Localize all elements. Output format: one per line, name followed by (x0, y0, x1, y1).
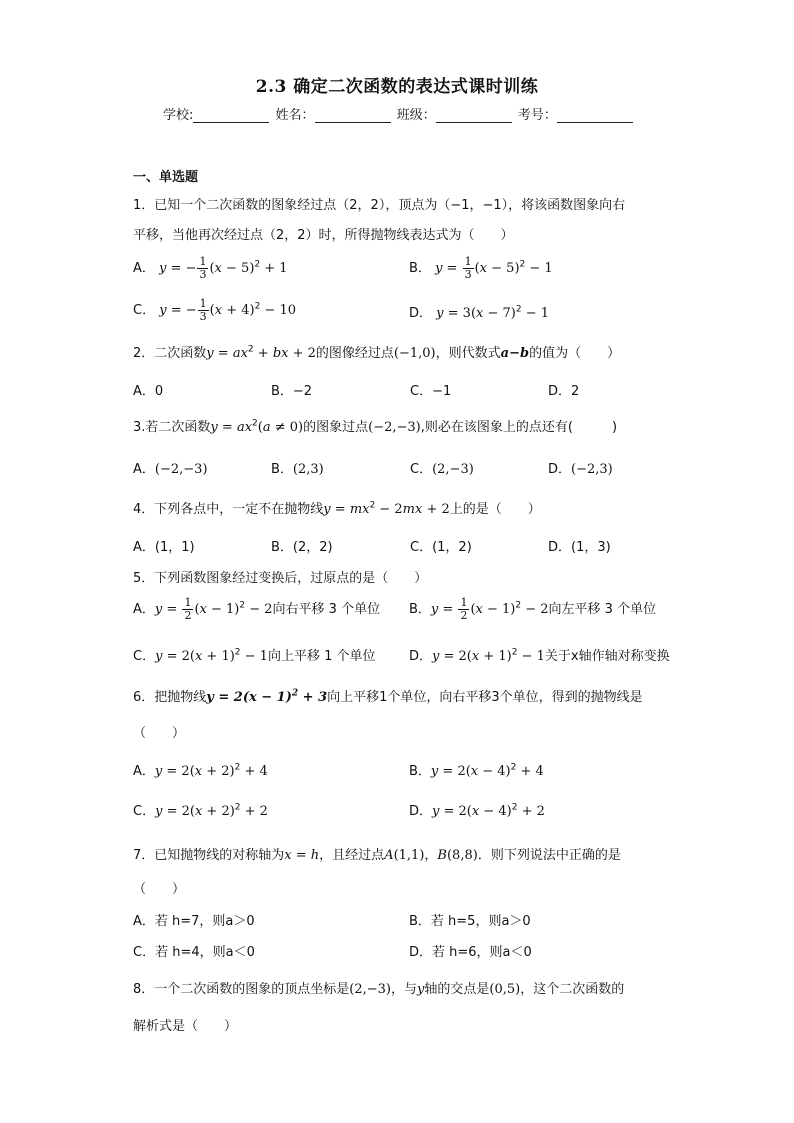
q6-option-a: A．$y = 2(x + 2)^2 + 4$ (133, 762, 268, 779)
q1-option-b: B． y = $\frac{1}{3}$ $(x - 5)^2 - 1$ (409, 255, 553, 281)
q7-option-a: A．若 h=7，则a＞0 (133, 914, 255, 929)
name-blank[interactable] (315, 109, 391, 123)
q6-option-d: D．$y = 2(x - 4)^2 + 2$ (409, 802, 545, 819)
q4-option-d: D．(1，3) (548, 540, 611, 555)
q6-paren: （ ） (133, 726, 186, 741)
section-heading: 一、单选题 (133, 170, 199, 185)
q5-option-c: C．$y = 2(x + 1)^2 - 1$向上平移 1 个单位 (133, 647, 376, 664)
q2-stem: 2．二次函数$y = ax^2$ + bx + 2的图像经过点(−1,0)，则代数式a−b的值为（ ） (133, 344, 621, 361)
student-info-row (163, 104, 635, 123)
q4-option-b: B．(2，2) (271, 540, 333, 555)
q5-option-a: A．y = $\frac{1}{2}$ $(x - 1)^2 - 2$向右平移 3 个单位 (133, 596, 381, 622)
q7-option-b: B．若 h=5，则a＞0 (409, 914, 531, 929)
q7-option-c: C．若 h=4，则a＜0 (133, 945, 255, 960)
q7-option-d: D．若 h=6，则a＜0 (409, 945, 532, 960)
q1-stem-line2: 平移，当他再次经过点（2，2）时，所得抛物线表达式为（ ） (133, 228, 514, 243)
q4-option-c: C．(1，2) (410, 540, 472, 555)
q3-stem: 3.若二次函数$y = ax^2(a \ne 0)$的图象过点(−2,−3),则必在该图象上的点还有( ) (133, 418, 618, 435)
q1-option-c: C． y = − $\frac{1}{3}$ $(x + 4)^2 - 10$ (133, 297, 296, 323)
school-label: 学校: (163, 108, 194, 123)
q4-option-a: A．(1，1) (133, 540, 195, 555)
q8-stem-line1: 8．一个二次函数的图象的顶点坐标是(2,−3)，与y轴的交点是(0,5)，这个二次函数的 (133, 982, 625, 997)
school-blank[interactable] (193, 109, 269, 123)
q8-stem-line2: 解析式是（ ） (133, 1019, 238, 1034)
q1-option-d: D． $y = 3(x - 7)^2 - 1$ (409, 304, 550, 321)
q5-option-b: B．y = $\frac{1}{2}$ $(x - 1)^2 - 2$向左平移 3 个单位 (409, 596, 657, 622)
q3-option-d: D．(−2,3) (548, 462, 613, 477)
q3-option-a: A．(−2,−3) (133, 462, 208, 477)
q6-stem: 6．把抛物线$y = 2(x - 1)^2 + 3$向上平移1个单位，向右平移3个单位，得到的抛物线是 (133, 688, 643, 705)
q5-stem: 5．下列函数图象经过变换后，过原点的是（ ） (133, 571, 428, 586)
q6-option-c: C．$y = 2(x + 2)^2 + 2$ (133, 802, 268, 819)
class-blank[interactable] (436, 109, 512, 123)
q7-paren: （ ） (133, 882, 186, 897)
q3-option-b: B．(2,3) (271, 462, 324, 477)
q6-option-b: B．$y = 2(x - 4)^2 + 4$ (409, 762, 544, 779)
q2-option-c: C．−1 (410, 384, 452, 399)
q1-stem-line1: 1．已知一个二次函数的图象经过点（2，2），顶点为（−1，−1），将该函数图象向右 (133, 198, 626, 213)
q1-option-a: A． y = − $\frac{1}{3}$ $(x - 5)^2 + 1$ (133, 255, 288, 281)
q5-option-d: D．$y = 2(x + 1)^2 - 1$关于x轴作轴对称变换 (409, 647, 670, 664)
q2-option-b: B．−2 (271, 384, 313, 399)
q4-stem: 4．下列各点中，一定不在抛物线$y = mx^2 - 2mx + 2$上的是（ ） (133, 500, 541, 517)
q7-stem: 7．已知抛物线的对称轴为x = h，且经过点A(1,1)，B(8,8)．则下列说法中正确的是 (133, 848, 621, 863)
q3-option-c: C．(2,−3) (410, 462, 474, 477)
class-label: 班级： (396, 108, 436, 123)
exam-no-label: 考号： (517, 108, 557, 123)
q2-option-d: D．2 (548, 384, 580, 399)
page-title: 2.3 确定二次函数的表达式课时训练 (255, 77, 539, 97)
q2-option-a: A．0 (133, 384, 164, 399)
exam-no-blank[interactable] (557, 109, 633, 123)
name-label: 姓名： (275, 108, 315, 123)
